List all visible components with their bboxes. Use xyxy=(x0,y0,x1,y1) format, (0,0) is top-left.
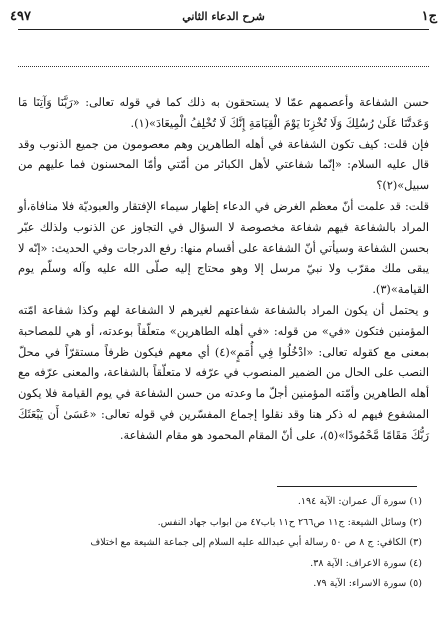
footnote: (١) سورة آل عمران: الآية ١٩٤. xyxy=(297,496,422,507)
paragraph: حسن الشفاعة وأعصمهم عمّا لا يستحقون به ذلك كما في قوله تعالى: «رَبَّنَا وَآتِنَا مَا وَعَدتَّنَا عَلَىٰ رُسُلِكَ وَلَا تُخْزِنَا يَوْمَ الْقِيَامَةِ إِنَّكَ لَا تُخْلِفُ الْمِيعَادَ»(١). xyxy=(18,96,429,130)
footnote: (٤) سورة الاعراف: الآية ٣٨. xyxy=(310,557,422,569)
footnote: (٢) وسائل الشيعة: ج١١ ص٢٦٦ ح١١ باب٤٧ من ابواب جهاد النفس. xyxy=(157,516,422,528)
dotted-separator xyxy=(18,66,429,67)
body-text xyxy=(18,93,429,447)
header-rule xyxy=(18,29,429,30)
footnote-rule xyxy=(277,486,417,487)
footnote: (٥) سورة الاسراء: الآية ٧٩. xyxy=(313,578,422,590)
running-header xyxy=(10,3,437,29)
page-number: ٤٩٧ xyxy=(10,8,31,24)
footnote: (٣) الكافي: ج ٨ ص ٥٠ رسالة أبي عبدالله عليه السلام إلى جماعة الشيعة مع اختلاف xyxy=(90,537,422,549)
footnotes xyxy=(18,492,422,595)
paragraph: و يحتمل أن يكون المراد بالشفاعة شفاعتهم لغيرهم لا الشفاعة لهم وكذا شفاعة امّته المؤمنين فتكون «في» من قوله: «في أهله الطاهرين» متعلّقاً بوعدته، أو هي للمصاحبة بمعنى مع كقوله تعالى: «ادْخُلُوا فِي أُمَمٍ»(٤) أي معهم فيكون ظرفاً مستقرّاً في محلّ النصب على الحال من الضمير المنصوب في عرّفه لا متعلّقاً بالشفاعة، والمعنى عرّفه مع أهله الطاهرين وأمّته المؤمنين أجلّ ما وعدته من حسن الشفاعة في يوم القيامة فلا يكون المشفوع فيهم له ذكر هنا وقد نقلوا إجماع المفسّرين في قوله تعالى: «عَسَىٰ أَن يَبْعَثَكَ رَبُّكَ مَقَامًا مَّحْمُودًا»(٥)، على أنّ المقام المحمود هو مقام الشفاعة. xyxy=(18,303,429,442)
running-title: شرح الدعاء الثاني xyxy=(182,9,265,23)
paragraph: قلت: قد علمت أنّ معظم الغرض في الدعاء إظهار سيماء الإفتقار والعبوديّة فلا منافاة،أو المراد بالشفاعة فيهم شفاعة مخصوصة لا السؤال في التجاوز عن الذنوب ولذلك عبّر بحسن الشفاعة وسيأتي أنّ الشفاعة على أقسام منها: رفع الدرجات وفي الحديث: «إنّه لا يبقى ملك مقرّب ولا نبيّ مرسل إلا وهو محتاج إليه صلّى الله عليه وآله وسلّم يوم القيامة»(٣). xyxy=(18,199,429,297)
volume-label: ج١ xyxy=(421,8,437,24)
paragraph: فإن قلت: كيف تكون الشفاعة في أهله الطاهرين وهم معصومون من جميع الذنوب وقد قال عليه السلام: «إنّما شفاعتي لأهل الكبائر من أمّتي وأمّا المحسنون فما عليهم من سبيل»(٢)؟ xyxy=(18,137,429,193)
